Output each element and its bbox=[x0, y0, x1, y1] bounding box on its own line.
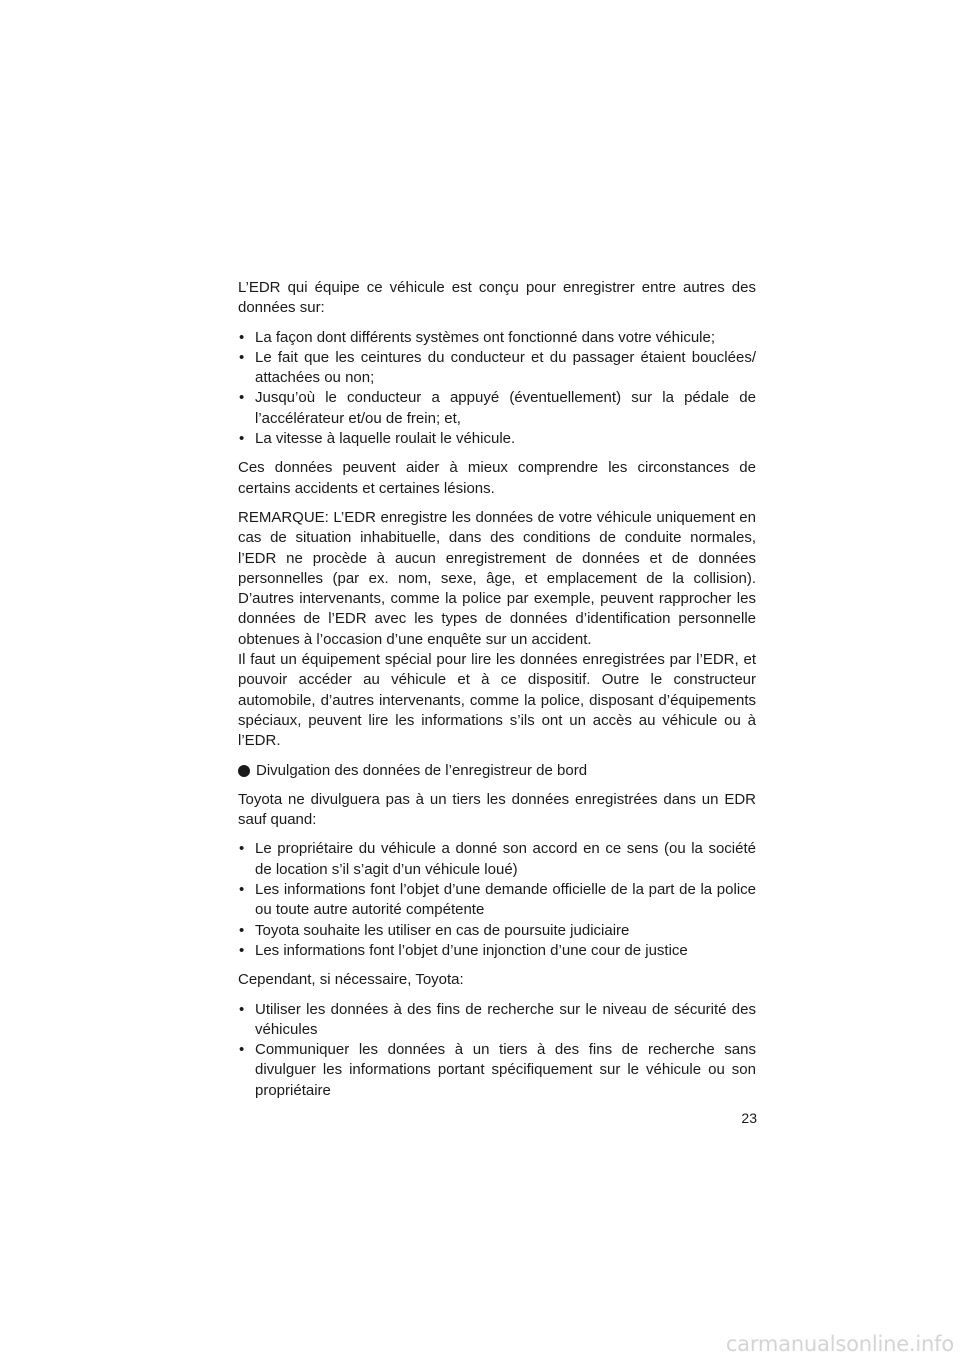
list-item-text: Communiquer les données à un tiers à des fins de recherche sans divulguer les informations portant spécifiquement sur le véhicule ou son propriétaire bbox=[255, 1041, 756, 1099]
purpose-paragraph: Ces données peuvent aider à mieux comprendre les circonstances de certains accidents et certaines lésions. bbox=[238, 459, 756, 497]
list-item bbox=[238, 1040, 756, 1101]
remarque-paragraph: REMARQUE: L’EDR enregistre les données de votre véhicule uniquement en cas de situation inhabituelle, dans des conditions de conduite normales, l’EDR ne procède à aucun enregistrement de données et de données personnelles (par ex. nom, sexe, âge, et emplacement de la collision). D’autres intervenants, comme la police par exemple, peuvent rapprocher les données de l’EDR avec les types de données d’identification personnelle obtenues à l’occasion d’une enquête sur un accident. bbox=[238, 508, 756, 648]
list-item-text: La façon dont différents systèmes ont fonctionné dans votre véhicule; bbox=[255, 328, 716, 346]
list-item-text: La vitesse à laquelle roulait le véhicule. bbox=[255, 430, 516, 448]
list-item-text: Jusqu’où le conducteur a appuyé (éventuellement) sur la pédale de l’accélérateur et/ou de frein; et, bbox=[255, 389, 756, 427]
section-heading bbox=[238, 761, 756, 781]
list-item-text: Le propriétaire du véhicule a donné son accord en ce sens (ou la société de location s’il s’agit d’un véhicule loué) bbox=[255, 840, 756, 878]
list-item-text: Les informations font l’objet d’une injonction d’une cour de justice bbox=[255, 941, 688, 959]
list-item bbox=[238, 839, 756, 880]
section-heading-text: Divulgation des données de l’enregistreur de bord bbox=[256, 761, 588, 779]
list-item-text: Le fait que les ceintures du conducteur et du passager étaient bouclées/ attachées ou non; bbox=[255, 348, 756, 387]
list-item bbox=[238, 1000, 756, 1041]
list-item bbox=[238, 941, 756, 961]
however-paragraph: Cependant, si nécessaire, Toyota: bbox=[238, 971, 464, 989]
bullet-icon: • bbox=[239, 881, 245, 899]
disclosure-intro-paragraph: Toyota ne divulguera pas à un tiers les données enregistrées dans un EDR sauf quand: bbox=[238, 790, 756, 829]
list-item bbox=[238, 388, 756, 429]
page-number: 23 bbox=[741, 1110, 757, 1126]
bullet-icon: • bbox=[239, 1041, 245, 1059]
recorded-data-list bbox=[238, 328, 756, 450]
list-item bbox=[238, 921, 756, 941]
intro-paragraph: L’EDR qui équipe ce véhicule est conçu pour enregistrer entre autres des données sur: bbox=[238, 279, 756, 317]
bullet-icon: • bbox=[239, 389, 245, 407]
list-item bbox=[238, 880, 756, 921]
list-item-text: Toyota souhaite les utiliser en cas de poursuite judiciaire bbox=[255, 921, 630, 939]
list-item bbox=[238, 328, 756, 348]
list-item-text: Les informations font l’objet d’une demande officielle de la part de la police ou toute autre autorité compétente bbox=[255, 881, 756, 919]
bullet-icon: • bbox=[239, 921, 245, 939]
list-item-text: Utiliser les données à des fins de recherche sur le niveau de sécurité des véhicules bbox=[255, 1000, 756, 1038]
special-equipment-paragraph: Il faut un équipement spécial pour lire les données enregistrées par l’EDR, et pouvoir accéder au véhicule et à ce dispositif. Outre le constructeur automobile, d’autres intervenants, comme la police, disposant d’équipements spéciaux, peuvent lire les informations s’ils ont un accès au véhicule ou à l’EDR. bbox=[238, 651, 756, 750]
bullet-icon: • bbox=[239, 1000, 245, 1018]
list-item bbox=[238, 429, 756, 449]
bullet-icon: • bbox=[239, 840, 245, 858]
bullet-icon: • bbox=[239, 328, 245, 346]
bullet-icon: • bbox=[239, 348, 245, 366]
disclosure-conditions-list bbox=[238, 839, 756, 961]
bullet-icon: • bbox=[239, 941, 245, 959]
bullet-icon: • bbox=[239, 430, 245, 448]
manual-page-content bbox=[238, 278, 756, 1110]
filled-circle-icon bbox=[238, 765, 250, 777]
watermark: carmanualsonline.info bbox=[725, 1332, 954, 1356]
toyota-uses-list bbox=[238, 1000, 756, 1101]
list-item bbox=[238, 348, 756, 389]
